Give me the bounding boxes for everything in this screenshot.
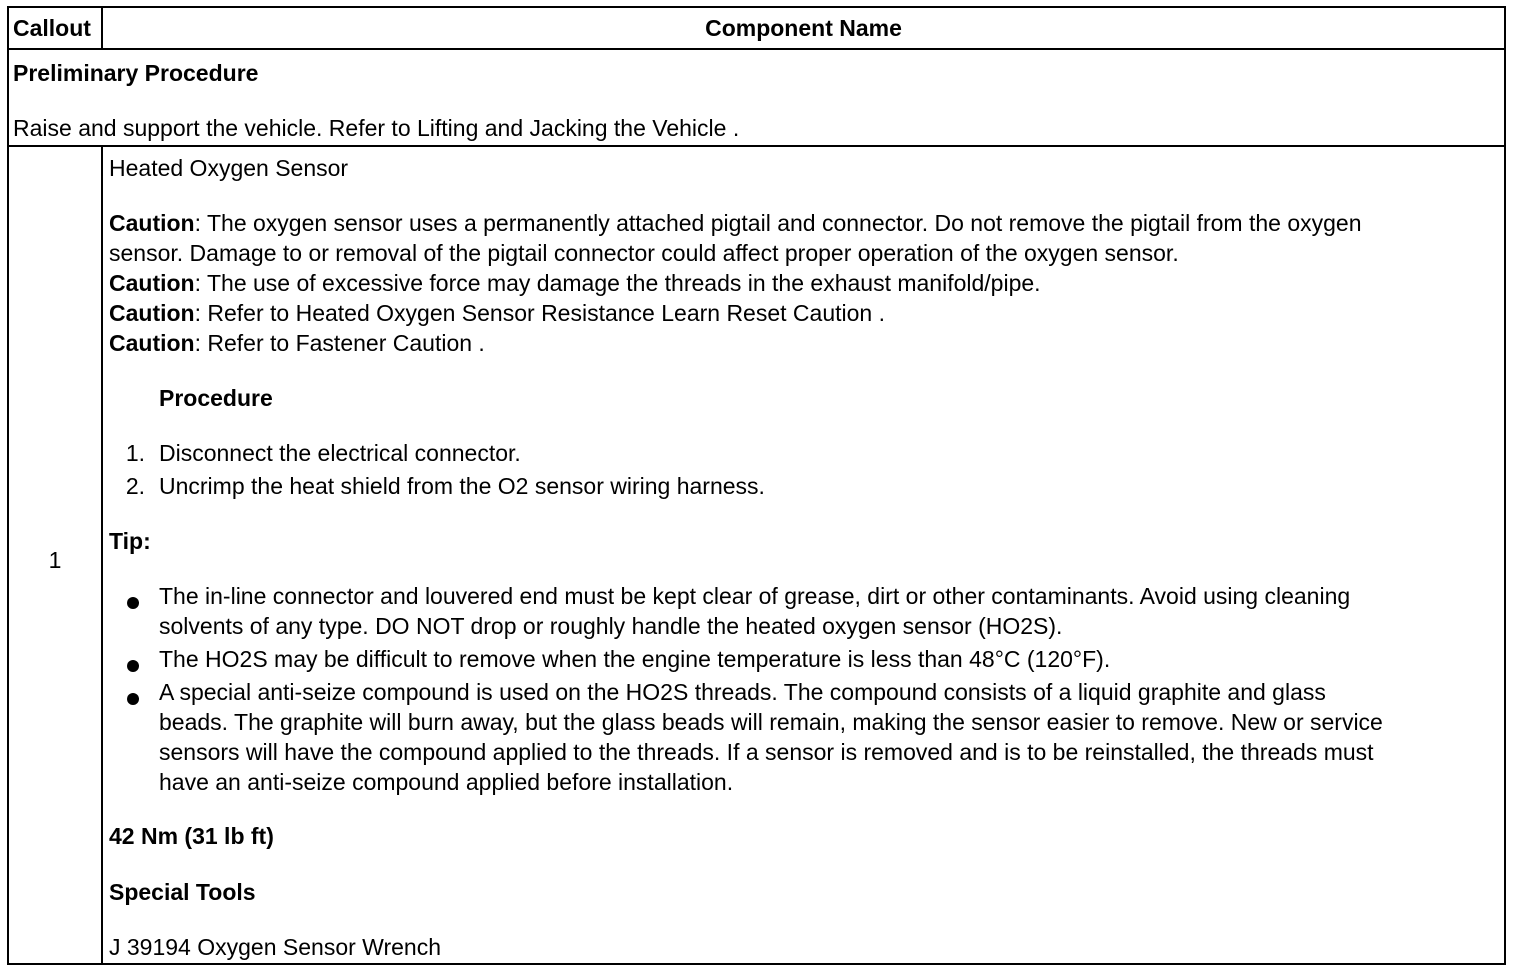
procedure-title: Procedure	[159, 385, 273, 411]
caution-line	[109, 208, 1362, 238]
callout-cell	[9, 147, 103, 963]
tip-text: have an anti-seize compound applied before installation.	[159, 769, 734, 795]
tip-text: The in-line connector and louvered end must be kept clear of grease, dirt or other contaminants. Avoid using cleaning	[159, 583, 1351, 609]
procedure-step-text: Uncrimp the heat shield from the O2 sensor wiring harness.	[159, 473, 765, 499]
bullet-icon	[127, 597, 139, 609]
special-tools-title: Special Tools	[109, 879, 256, 905]
caution-text: : The use of excessive force may damage the threads in the exhaust manifold/pipe.	[194, 270, 1041, 296]
caution-label: Caution	[109, 330, 195, 356]
caution-text: : Refer to Heated Oxygen Sensor Resistance Learn Reset Caution .	[194, 300, 885, 326]
procedure-step-number: 2.	[125, 473, 145, 499]
special-tool-item: J 39194 Oxygen Sensor Wrench	[109, 934, 441, 960]
component-name-column-header: Component Name	[705, 15, 902, 41]
tip-text: The HO2S may be difficult to remove when the engine temperature is less than 48°C (120°F).	[159, 646, 1111, 672]
caution-text: : The oxygen sensor uses a permanently attached pigtail and connector. Do not remove the pigtail from the oxygen	[194, 210, 1362, 236]
caution-label: Caution	[109, 210, 195, 236]
callout-column-header: Callout	[9, 8, 103, 48]
caution-text: : Refer to Fastener Caution .	[194, 330, 485, 356]
tip-text: beads. The graphite will burn away, but the glass beads will remain, making the sensor easier to remove. New or service	[159, 709, 1383, 735]
component-title: Heated Oxygen Sensor	[109, 155, 349, 181]
preliminary-procedure-title: Preliminary Procedure	[13, 60, 259, 86]
callout-number: 1	[48, 547, 62, 573]
table-header-row	[9, 8, 1504, 50]
caution-line	[109, 268, 1041, 298]
procedure-step-number: 1.	[125, 440, 145, 466]
tip-title: Tip:	[109, 528, 151, 554]
component-table	[7, 6, 1506, 965]
bullet-icon	[127, 660, 139, 672]
caution-label: Caution	[109, 300, 195, 326]
tip-text: sensors will have the compound applied to the threads. If a sensor is removed and is to be reinstalled, the threads must	[159, 739, 1374, 765]
preliminary-procedure-text: Raise and support the vehicle. Refer to Lifting and Jacking the Vehicle .	[13, 115, 740, 141]
torque-spec: 42 Nm (31 lb ft)	[109, 823, 274, 849]
preliminary-procedure-row	[9, 50, 1504, 147]
caution-line	[109, 298, 885, 328]
tip-text: solvents of any type. DO NOT drop or roughly handle the heated oxygen sensor (HO2S).	[159, 613, 1063, 639]
bullet-icon	[127, 693, 139, 705]
caution-label: Caution	[109, 270, 195, 296]
table-row	[9, 147, 1504, 963]
tip-text: A special anti-seize compound is used on the HO2S threads. The compound consists of a liquid graphite and glass	[159, 679, 1326, 705]
component-name-cell	[105, 147, 1504, 963]
caution-text-continued: sensor. Damage to or removal of the pigtail connector could affect proper operation of the oxygen sensor.	[109, 240, 1179, 266]
caution-line	[109, 328, 485, 358]
procedure-step-text: Disconnect the electrical connector.	[159, 440, 521, 466]
